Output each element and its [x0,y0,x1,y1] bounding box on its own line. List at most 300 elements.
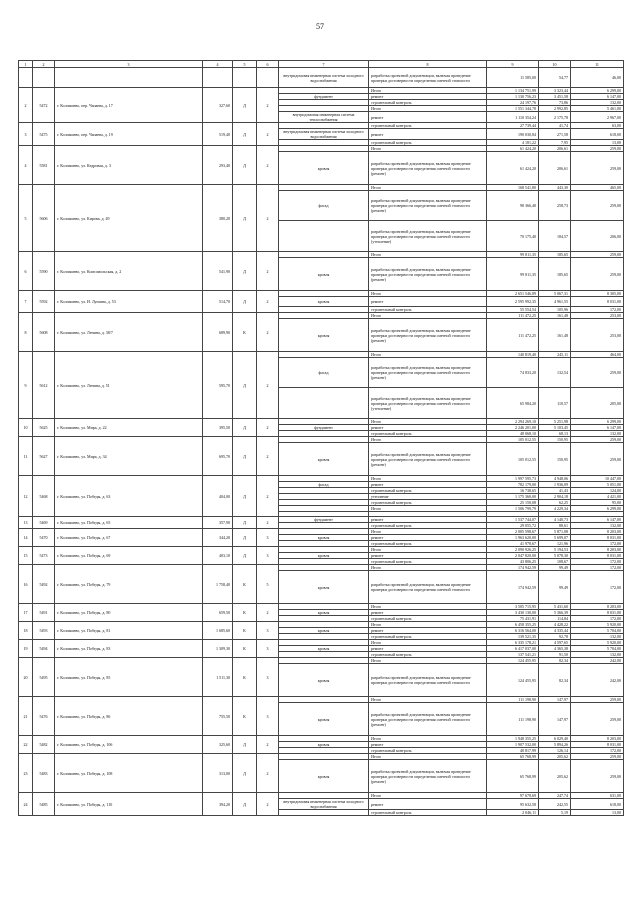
cost-limit: 8 203,00 [571,547,624,553]
row-number: 18 [19,622,33,640]
cost-total: 48 068,10 [487,431,539,437]
house-address: г. Колпашево, ул. Комсомольская, д. 2 [55,252,203,291]
work-description: Итого [369,185,487,191]
cost-per-sqm: 73,86 [539,100,571,106]
wall-material: Д [233,736,257,754]
column-number: 5 [233,61,257,68]
cost-per-sqm: 4 335,44 [539,628,571,634]
work-description: строительный контроль [369,123,487,129]
row-number: 7 [19,291,33,313]
work-type: кровля [279,742,369,748]
cost-limit: 8 031,00 [571,742,624,748]
work-type: фундамент [279,517,369,523]
work-type: кровля [279,319,369,352]
work-description: разработка проектной документации, включая проведение проверки достоверности определения сметной стоимости [369,68,487,88]
cost-total: 2 047 820,00 [487,553,539,559]
column-number: 9 [487,61,539,68]
work-description: ремонт [369,610,487,616]
work-description: Итого [369,313,487,319]
cost-total: 1 134 751,99 [487,88,539,94]
work-description: ремонт [369,129,487,140]
cost-limit: 10 447,00 [571,476,624,482]
cost-limit: 5 704,00 [571,628,624,634]
work-type [279,388,369,419]
cost-per-sqm: 92,78 [539,634,571,640]
work-description: разработка проектной документации, включая проведение проверки достоверности определения сметной стоимости (ремонт) [369,703,487,736]
work-description: строительный контроль [369,748,487,754]
cost-per-sqm: 5 078,30 [539,553,571,559]
cost-limit: 8 203,00 [571,736,624,742]
cost-limit: 8 305,00 [571,291,624,297]
house-id: 5606 [33,185,55,252]
house-id: 5625 [33,419,55,437]
house-id: 5612 [33,352,55,419]
cost-total: 2 294 269,10 [487,419,539,425]
cost-per-sqm: 5 871,08 [539,529,571,535]
work-description: Итого [369,640,487,646]
cost-limit: 259,00 [571,258,624,291]
house-area: 695,70 [203,437,233,476]
work-description: Итого [369,252,487,258]
cost-per-sqm: 245,11 [539,352,571,358]
work-type: кровля [279,152,369,185]
work-type: внутридомовая инженерная система холодного водоснабжения [279,129,369,140]
floor-count: 3 [257,640,279,658]
floor-count: 2 [257,291,279,313]
house-area: 659,50 [203,604,233,622]
cost-per-sqm: 99,49 [539,571,571,604]
cost-total: 105 012,55 [487,443,539,476]
work-description: Итого [369,88,487,94]
house-area: 395,50 [203,419,233,437]
cost-total: 1 175 360,00 [487,494,539,500]
cost-total: 65 768,99 [487,760,539,793]
floor-count: 2 [257,88,279,123]
cost-total: 1 110 354,24 [487,112,539,123]
house-id: 5590 [33,252,55,291]
wall-material: К [233,658,257,697]
row-number: 14 [19,529,33,547]
cost-per-sqm: 99,49 [539,565,571,571]
cost-total: 95 632,58 [487,799,539,810]
house-address: г. Колпашево, ул. Мира, д. 34 [55,437,203,476]
cost-total: 40 817,99 [487,748,539,754]
table-row [19,517,624,523]
cost-limit: 259,00 [571,437,624,443]
house-address: г. Колпашево, ул. Победы, д. 81 [55,622,203,640]
cost-total: 1 963 620,00 [487,535,539,541]
cost-limit: 172,00 [571,307,624,313]
cost-per-sqm: 126,14 [539,748,571,754]
work-type: внутридомовая инженерная система холодного водоснабжения [279,799,369,810]
wall-material: Д [233,437,257,476]
house-id: 5495 [33,658,55,697]
cost-per-sqm: 242,55 [539,799,571,810]
wall-material: Д [233,252,257,291]
floor-count: 2 [257,517,279,529]
cost-per-sqm: 132,54 [539,358,571,388]
cost-per-sqm: 443,30 [539,185,571,191]
work-description: Итого [369,476,487,482]
cost-per-sqm: 121,96 [539,541,571,547]
cost-total: 2 651 546,89 [487,291,539,297]
cost-limit: 132,00 [571,100,624,106]
cost-per-sqm: 5 067,31 [539,291,571,297]
cost-limit: 46,00 [571,68,624,88]
cost-limit: 6 147,00 [571,517,624,523]
house-area: 404,00 [203,476,233,517]
cost-total: 111 198,90 [487,697,539,703]
cost-limit: 631,00 [571,793,624,799]
work-description: разработка проектной документации, включая проведение проверки достоверности определения сметной стоимости [369,571,487,604]
cost-limit: 259,00 [571,252,624,258]
floor-count: 2 [257,252,279,291]
wall-material: Д [233,352,257,419]
row-number: 15 [19,547,33,565]
cost-total: 137 541,21 [487,652,539,658]
work-type: фундамент [279,94,369,100]
cost-limit: 618,00 [571,129,624,140]
floor-count: 3 [257,622,279,640]
cost-total: 111 472,25 [487,313,539,319]
house-area: 1 758,40 [203,565,233,604]
work-type: фасад [279,482,369,488]
work-type [279,810,369,816]
cost-limit: 8 031,00 [571,553,624,559]
cost-limit: 5 920,00 [571,622,624,628]
floor-count: 2 [257,754,279,793]
work-description: строительный контроль [369,100,487,106]
work-description: ремонт [369,94,487,100]
cost-total: 43 806,25 [487,559,539,565]
wall-material: Д [233,185,257,252]
wall-material: К [233,640,257,658]
work-type: фасад [279,191,369,221]
house-area: 293,40 [203,146,233,185]
house-area: 1 309,30 [203,640,233,658]
cost-per-sqm: 150,95 [539,443,571,476]
house-address: г. Колпашево, ул. Победы, д. 80 [55,604,203,622]
house-id: 5472 [33,88,55,123]
cost-per-sqm: 82,34 [539,664,571,697]
cost-total: 3 430 130,00 [487,610,539,616]
house-id: 5475 [33,123,55,146]
house-area: 514,70 [203,291,233,313]
cost-limit: 6 299,00 [571,506,624,512]
cost-limit: 6 147,00 [571,425,624,431]
row-number: 11 [19,437,33,476]
cost-limit: 13,00 [571,140,624,146]
cost-limit: 8 203,00 [571,529,624,535]
work-description: строительный контроль [369,140,487,146]
cost-per-sqm: 5 366,39 [539,610,571,616]
cost-total: 25 150,08 [487,500,539,506]
work-description: Итого [369,106,487,112]
house-id: 5491 [33,604,55,622]
cost-limit: 172,00 [571,748,624,754]
cost-total: 27 739,44 [487,123,539,129]
wall-material: Д [233,793,257,816]
house-address: г. Колпашево, пер. Чапаева, д. 17 [55,88,203,123]
house-address: г. Колпашево, ул. Победы, д. 69 [55,547,203,565]
house-id: 5483 [33,754,55,793]
cost-per-sqm: 4 229,34 [539,506,571,512]
work-type: кровля [279,646,369,652]
capital-repair-table [18,60,624,816]
row-number: 3 [19,123,33,146]
cost-limit: 6 299,00 [571,88,624,94]
cost-per-sqm: 62,25 [539,500,571,506]
house-address: г. Колпашево, ул. Победы, д. 108 [55,754,203,793]
cost-limit: 259,00 [571,358,624,388]
cost-total: 6 417 037,00 [487,646,539,652]
cost-total: 124 455,95 [487,658,539,664]
cost-per-sqm: 206,61 [539,146,571,152]
work-description: Итого [369,754,487,760]
house-id: 5468 [33,476,55,517]
house-id: 5581 [33,146,55,185]
work-description: разработка проектной документации, включая проведение проверки достоверности определения сметной стоимости (ремонт) [369,760,487,793]
work-description: Итого [369,506,487,512]
house-area: 1 511,30 [203,658,233,697]
work-description: Итого [369,658,487,664]
cost-total: 1 997 595,73 [487,476,539,482]
row-number: 20 [19,658,33,697]
house-area: 325,60 [203,736,233,754]
wall-material: К [233,622,257,640]
cost-total: 1 506 799,79 [487,506,539,512]
wall-material: Д [233,123,257,146]
cost-limit: 5 051,00 [571,482,624,488]
work-description: ремонт [369,646,487,652]
cost-total: 29 055,72 [487,523,539,529]
house-id: 5493 [33,622,55,640]
work-description: ремонт [369,553,487,559]
row-number: 16 [19,565,33,604]
cost-limit: 6 147,00 [571,94,624,100]
cost-per-sqm: 147,97 [539,697,571,703]
cost-per-sqm: 91,50 [539,652,571,658]
work-description: Итого [369,604,487,610]
column-number-row [19,61,624,68]
work-type: кровля [279,703,369,736]
column-number: 6 [257,61,279,68]
house-id: 5492 [33,565,55,604]
house-address: г. Колпашево, ул. Кирова, д. 49 [55,185,203,252]
house-area: 394,20 [203,793,233,816]
cost-limit: 206,00 [571,221,624,252]
column-number: 10 [539,61,571,68]
work-description: Итого [369,697,487,703]
work-type: кровля [279,610,369,616]
floor-count: 2 [257,793,279,816]
work-description: Итого [369,437,487,443]
house-id: 5482 [33,736,55,754]
floor-count [257,68,279,88]
floor-count: 2 [257,313,279,352]
cost-limit: 464,00 [571,352,624,358]
wall-material: Д [233,547,257,565]
cost-total: 139 521,35 [487,634,539,640]
house-id: 5608 [33,313,55,352]
cost-per-sqm: 150,95 [539,437,571,443]
cost-per-sqm: 68,13 [539,431,571,437]
cost-total: 124 455,95 [487,664,539,697]
cost-total: 61 424,20 [487,146,539,152]
work-description: строительный контроль [369,541,487,547]
cost-limit: 259,00 [571,152,624,185]
row-number: 10 [19,419,33,437]
work-description: ремонт [369,482,487,488]
work-description: разработка проектной документации, включая проведение проверки достоверности определения сметной стоимости (ремонт) [369,191,487,221]
cost-limit: 5 461,00 [571,106,624,112]
cost-per-sqm: 161,48 [539,319,571,352]
cost-total: 41 978,67 [487,541,539,547]
floor-count: 3 [257,547,279,565]
cost-per-sqm: 5 699,07 [539,535,571,541]
cost-per-sqm: 206,61 [539,152,571,185]
cost-per-sqm: 105,96 [539,307,571,313]
cost-per-sqm: 5 194,53 [539,547,571,553]
cost-total: 65 984,20 [487,388,539,419]
house-id: 5485 [33,793,55,816]
house-address: г. Колпашево, ул. Победы, д. 86 [55,697,203,736]
cost-total: 111 198,90 [487,703,539,736]
row-number: 24 [19,793,33,816]
work-description: ремонт [369,799,487,810]
cost-per-sqm: 7,95 [539,140,571,146]
house-address: г. Колпашево, ул. Победы, д. 110 [55,793,203,816]
wall-material: К [233,565,257,604]
cost-per-sqm: 147,97 [539,703,571,736]
cost-total: 2 005 598,67 [487,529,539,535]
cost-limit: 132,00 [571,523,624,529]
cost-per-sqm: 161,48 [539,313,571,319]
house-address: г. Колпашево, ул. Ленина, д. 38/7 [55,313,203,352]
cost-total: 99 811,35 [487,252,539,258]
cost-limit: 172,00 [571,559,624,565]
cost-per-sqm: 114,84 [539,616,571,622]
cost-total: 24 197,76 [487,100,539,106]
cost-total: 1 130 756,23 [487,94,539,100]
work-description: Итого [369,736,487,742]
house-address [55,68,203,88]
row-number: 9 [19,352,33,419]
cost-limit: 259,00 [571,191,624,221]
work-type: кровля [279,664,369,697]
row-number [19,68,33,88]
cost-total: 2 046,11 [487,810,539,816]
cost-limit: 259,00 [571,443,624,476]
cost-limit: 172,00 [571,565,624,571]
work-type: внутридомовая инженерная система теплоснабжения [279,112,369,123]
work-description: ремонт [369,425,487,431]
row-number: 22 [19,736,33,754]
cost-limit: 5 704,00 [571,646,624,652]
work-type: внутридомовая инженерная система холодного водоснабжения [279,68,369,88]
wall-material: Д [233,88,257,123]
cost-limit: 124,00 [571,488,624,494]
cost-per-sqm: 4 428,22 [539,622,571,628]
work-description: разработка проектной документации, включая проведение проверки достоверности определения сметной стоимости (ремонт) [369,152,487,185]
cost-limit: 172,00 [571,616,624,622]
wall-material: К [233,313,257,352]
cost-per-sqm: 184,57 [539,221,571,252]
work-description: Итого [369,146,487,152]
house-id: 5469 [33,517,55,529]
cost-limit: 259,00 [571,760,624,793]
work-description: строительный контроль [369,500,487,506]
column-number: 2 [33,61,55,68]
cost-limit: 132,00 [571,634,624,640]
cost-per-sqm: 41,43 [539,488,571,494]
page-number: 57 [316,22,324,31]
work-description: Итого [369,419,487,425]
house-area: 689,90 [203,313,233,352]
column-number: 3 [55,61,203,68]
work-description: строительный контроль [369,488,487,494]
cost-limit: 172,00 [571,571,624,604]
cost-limit: 6 299,00 [571,419,624,425]
cost-per-sqm: 5 251,98 [539,419,571,425]
work-type: фасад [279,358,369,388]
cost-per-sqm: 2 175,78 [539,112,571,123]
work-description: Итого [369,565,487,571]
cost-per-sqm: 3 451,58 [539,94,571,100]
work-description: разработка проектной документации, включая проведение проверки достоверности определения сметной стоимости [369,664,487,697]
cost-limit: 8 031,00 [571,535,624,541]
row-number: 21 [19,697,33,736]
floor-count: 3 [257,529,279,547]
cost-total: 1 907 532,00 [487,742,539,748]
row-number: 19 [19,640,33,658]
cost-limit: 5 920,00 [571,640,624,646]
column-number: 8 [369,61,487,68]
cost-per-sqm: 110,57 [539,388,571,419]
work-description: разработка проектной документации, включая проведение проверки достоверности определения сметной стоимости (ремонт) [369,319,487,352]
work-description: ремонт [369,742,487,748]
work-description: строительный контроль [369,634,487,640]
cost-limit: 242,00 [571,658,624,664]
cost-per-sqm: 108,67 [539,559,571,565]
cost-limit: 2 967,00 [571,112,624,123]
house-area: 380,20 [203,185,233,252]
work-description: строительный контроль [369,616,487,622]
cost-limit: 618,00 [571,799,624,810]
work-type [279,221,369,252]
cost-total: 74 833,20 [487,358,539,388]
cost-limit: 253,00 [571,313,624,319]
floor-count: 5 [257,565,279,604]
cost-total: 11 585,00 [487,68,539,88]
cost-total: 1 948 355,25 [487,736,539,742]
house-id: 5473 [33,547,55,565]
house-address: г. Колпашево, ул. Победы, д. 85 [55,658,203,697]
house-area: 1 685,60 [203,622,233,640]
floor-count: 2 [257,352,279,419]
cost-total: 2 246 201,00 [487,425,539,431]
cost-per-sqm: 1 936,09 [539,482,571,488]
cost-total: 3 505 715,95 [487,604,539,610]
floor-count: 3 [257,697,279,736]
cost-total: 99 811,35 [487,258,539,291]
floor-count: 2 [257,476,279,517]
cost-limit: 8 031,00 [571,610,624,616]
cost-per-sqm: 4 140,73 [539,517,571,523]
wall-material: К [233,697,257,736]
column-number: 11 [571,61,624,68]
house-id: 5470 [33,529,55,547]
